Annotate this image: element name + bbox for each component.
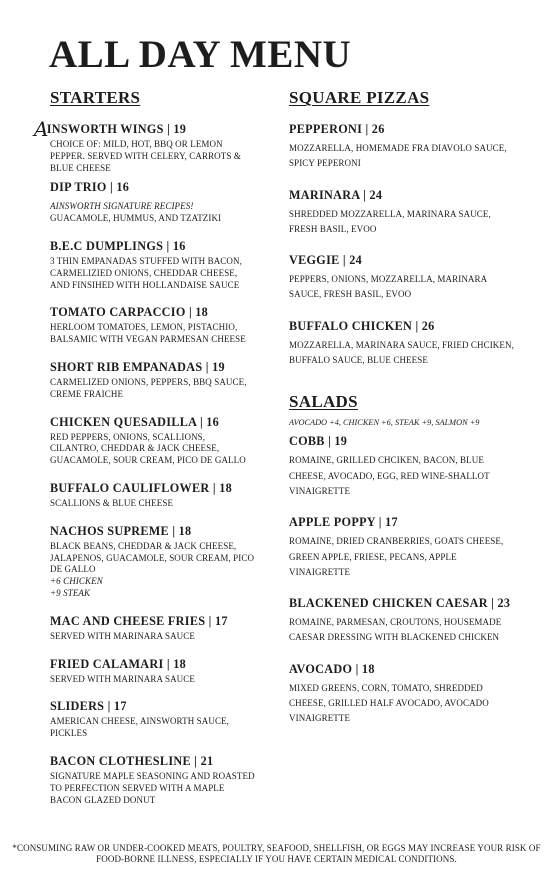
item-name: TOMATO CARPACCIO | 18 bbox=[50, 305, 209, 320]
menu-item bbox=[50, 699, 255, 740]
starters-column bbox=[34, 88, 255, 816]
menu-item bbox=[289, 188, 519, 238]
item-name: FRIED CALAMARI | 18 bbox=[50, 656, 187, 671]
item-description: SIGNATURE MAPLE SEASONING AND ROASTED TO PERFECTION SERVED WITH A MAPLE BACON GLAZED DONUT bbox=[50, 770, 255, 805]
item-name: BUFFALO CAULIFLOWER | 18 bbox=[50, 480, 232, 495]
item-description: PEPPERS, ONIONS, MOZZARELLA, MARINARA SAUCE, FRESH BASIL, EVOO bbox=[289, 274, 487, 300]
menu-item bbox=[289, 319, 519, 369]
section-heading-pizzas: SQUARE PIZZAS bbox=[289, 88, 430, 107]
item-name: CHICKEN QUESADILLA | 16 bbox=[50, 414, 220, 429]
item-description: CHOICE OF: MILD, HOT, BBQ OR LEMON PEPPER. SERVED WITH CELERY, CARROTS & BLUE CHEESE bbox=[50, 139, 241, 173]
item-description: RED PEPPERS, ONIONS, SCALLIONS, CILANTRO, CHEDDAR & JACK CHEESE, GUACAMOLE, SOUR CREAM, PICO DE GALLO bbox=[50, 431, 246, 466]
page-title: ALL DAY MENU bbox=[49, 33, 352, 76]
item-name bbox=[34, 117, 255, 141]
item-name: BACON CLOTHESLINE | 21 bbox=[50, 753, 214, 768]
menu-item bbox=[289, 596, 519, 646]
menu-item bbox=[50, 481, 255, 510]
item-name: B.E.C DUMPLINGS | 16 bbox=[50, 238, 186, 253]
section-heading-starters: STARTERS bbox=[50, 88, 141, 107]
item-tagline: AINSWORTH SIGNATURE RECIPES! bbox=[50, 201, 194, 212]
item-name: MAC AND CHEESE FRIES | 17 bbox=[50, 613, 228, 628]
salad-addons-note: AVOCADO +4, CHICKEN +6, STEAK +9, SALMON +9 bbox=[289, 418, 480, 428]
menu-item bbox=[50, 180, 255, 225]
item-name: MARINARA | 24 bbox=[289, 187, 383, 202]
menu-item bbox=[289, 515, 519, 580]
item-addon: +6 CHICKEN bbox=[50, 576, 103, 587]
script-initial: A bbox=[34, 117, 49, 141]
item-name: APPLE POPPY | 17 bbox=[289, 515, 398, 530]
item-name: VEGGIE | 24 bbox=[289, 253, 363, 268]
menu-item bbox=[289, 122, 519, 172]
item-description: MIXED GREENS, CORN, TOMATO, SHREDDED CHEESE, GRILLED HALF AVOCADO, AVOCADO VINAIGRETTE bbox=[289, 682, 489, 724]
pizzas-salads-column bbox=[289, 88, 519, 743]
item-description: CARMELIZED ONIONS, PEPPERS, BBQ SAUCE, CREME FRAICHE bbox=[50, 376, 247, 399]
menu-item bbox=[50, 239, 255, 291]
item-description: ROMAINE, DRIED CRANBERRIES, GOATS CHEESE, GREEN APPLE, FRIESE, PECANS, APPLE VINAIGRETTE bbox=[289, 536, 504, 577]
menu-item bbox=[34, 117, 255, 174]
menu-item bbox=[50, 415, 255, 467]
item-name: SLIDERS | 17 bbox=[50, 699, 127, 714]
item-description: GUACAMOLE, HUMMUS, AND TZATZIKI bbox=[50, 213, 222, 224]
menu-item bbox=[50, 754, 255, 806]
item-description: SHREDDED MOZZARELLA, MARINARA SAUCE, FRESH BASIL, EVOO bbox=[289, 208, 491, 234]
menu-item bbox=[289, 662, 519, 727]
item-name: BUFFALO CHICKEN | 26 bbox=[289, 318, 435, 333]
item-description: SCALLIONS & BLUE CHEESE bbox=[50, 497, 174, 508]
item-name: NACHOS SUPREME | 18 bbox=[50, 523, 192, 538]
item-description: HERLOOM TOMATOES, LEMON, PISTACHIO, BALSAMIC WITH VEGAN PARMESAN CHEESE bbox=[50, 322, 246, 345]
menu-item bbox=[289, 253, 519, 303]
item-description: ROMAINE, GRILLED CHCIKEN, BACON, BLUE CHEESE, AVOCADO, EGG, RED WINE-SHALLOT VINAIGRETTE bbox=[289, 455, 490, 496]
item-description: MOZZARELLA, MARINARA SAUCE, FRIED CHCIKEN, BUFFALO SAUCE, BLUE CHEESE bbox=[289, 339, 514, 366]
menu-item bbox=[50, 305, 255, 346]
item-name: PEPPERONI | 26 bbox=[289, 122, 385, 136]
item-name: COBB | 19 bbox=[289, 434, 348, 449]
food-safety-disclaimer: *CONSUMING RAW OR UNDER-COOKED MEATS, POULTRY, SEAFOOD, SHELLFISH, OR EGGS MAY INCREASE YOUR RISK OF FOOD-BORNE ILLNESS, ESPECIALLY IF YOU HAVE CERTAIN MEDICAL CONDITIONS. bbox=[12, 843, 541, 864]
menu-item bbox=[50, 524, 255, 600]
menu-item bbox=[289, 434, 519, 499]
item-description: SERVED WITH MARINARA SAUCE bbox=[50, 630, 195, 641]
item-name: DIP TRIO | 16 bbox=[50, 180, 130, 195]
item-addon: +9 STEAK bbox=[50, 587, 91, 598]
item-description: AMERICAN CHEESE, AINSWORTH SAUCE, PICKLES bbox=[50, 716, 230, 739]
item-description: BLACK BEANS, CHEDDAR & JACK CHEESE, JALAPENOS, GUACAMOLE, SOUR CREAM, PICO DE GALLO bbox=[50, 540, 255, 575]
item-description: ROMAINE, PARMESAN, CROUTONS, HOUSEMADE CAESAR DRESSING WITH BLACKENED CHICKEN bbox=[289, 617, 502, 643]
item-name-rest: INSWORTH WINGS | 19 bbox=[46, 122, 187, 136]
section-heading-salads: SALADS bbox=[289, 392, 358, 412]
item-name: AVOCADO | 18 bbox=[289, 661, 375, 676]
menu-item bbox=[50, 360, 255, 401]
item-description: 3 THIN EMPANADAS STUFFED WITH BACON, CARMELIZIED ONIONS, CHEDDAR CHEESE, AND FINSIHED WITH HOLLANDAISE SAUCE bbox=[50, 255, 242, 290]
item-name: BLACKENED CHICKEN CAESAR | 23 bbox=[289, 596, 511, 611]
item-description: SERVED WITH MARINARA SAUCE bbox=[50, 673, 195, 684]
menu-item bbox=[50, 614, 255, 643]
item-description: MOZZARELLA, HOMEMADE FRA DIAVOLO SAUCE, SPICY PEPERONI bbox=[289, 143, 507, 169]
menu-item bbox=[50, 657, 255, 686]
item-name: SHORT RIB EMPANADAS | 19 bbox=[50, 359, 225, 374]
